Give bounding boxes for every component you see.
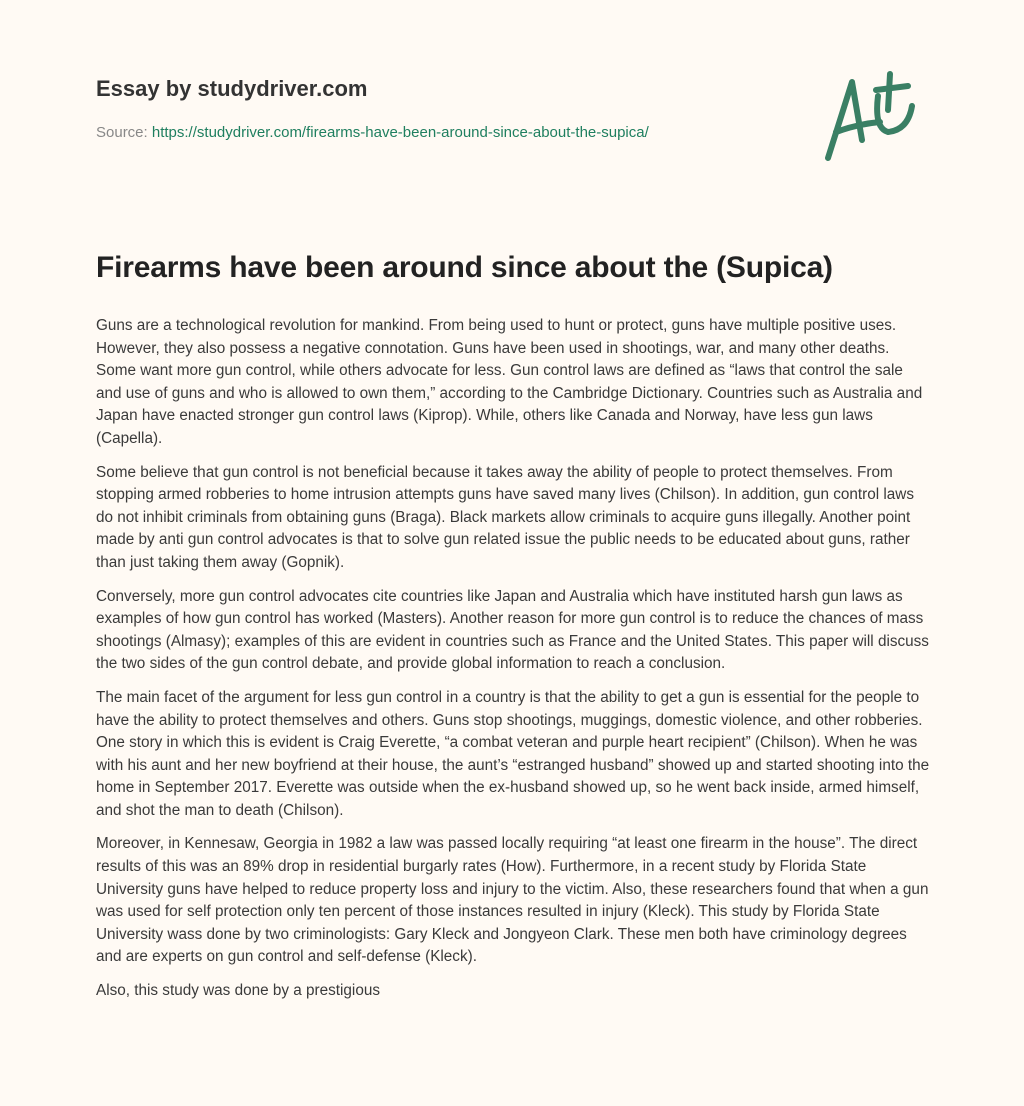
source-line — [96, 124, 649, 141]
essay-body — [96, 315, 930, 1014]
source-link[interactable]: https://studydriver.com/firearms-have-been-around-since-about-the-supica/ — [151, 124, 649, 141]
source-label: Source: — [96, 124, 148, 141]
paragraph: Guns are a technological revolution for mankind. From being used to hunt or protect, guns have multiple positive uses. However, they also possess a negative connotation. Guns have been used in shootings, war, and many other deaths. Some want more gun control, while others advocate for less. Gun control laws are defined as “laws that control the sale and use of guns and who is allowed to own them,” according to the Cambridge Dictionary. Countries such as Australia and Japan have enacted stronger gun control laws (Kiprop). While, others like Canada and Norway, have less gun laws (Capella). — [96, 317, 923, 447]
paragraph: The main facet of the argument for less gun control in a country is that the ability to get a gun is essential for the people to have the ability to protect themselves and others. Guns stop shootings, muggings, domestic violence, and other robberies. One story in which this is evident is Craig Everette, “a combat veteran and purple heart recipient” (Chilson). When he was with his aunt and her new boyfriend at their house, the aunt’s “estranged husband” showed up and started shooting into the home in September 2017. Everette was outside when the ex-husband showed up, so he went back inside, armed himself, and shot the man to death (Chilson). — [96, 688, 930, 819]
site-brand: Essay by studydriver.com — [96, 76, 368, 101]
essay-title: Firearms have been around since about the (Supica) — [96, 251, 833, 284]
paragraph: Some believe that gun control is not beneficial because it takes away the ability of people to protect themselves. From stopping armed robberies to home intrusion attempts guns have saved many lives (Chilson). In addition, gun control laws do not inhibit criminals from obtaining guns (Braga). Black markets allow criminals to acquire guns illegally. Another point made by anti gun control advocates is that to solve gun related issue the public needs to be educated about guns, rather than just taking them away (Gopnik). — [96, 463, 914, 571]
paragraph: Conversely, more gun control advocates cite countries like Japan and Australia which have instituted harsh gun laws as examples of how gun control has worked (Masters). Another reason for more gun control is to reduce the chances of mass shootings (Almasy); examples of this are evident in countries such as France and the United States. This paper will discuss the two sides of the gun control debate, and provide global information to reach a conclusion. — [96, 587, 929, 673]
a-plus-logo-icon — [818, 70, 928, 166]
paragraph: Also, this study was done by a prestigious — [96, 982, 380, 1000]
paragraph: Moreover, in Kennesaw, Georgia in 1982 a law was passed locally requiring “at least one firearm in the house”. The direct results of this was an 89% drop in residential burgarly rates (How). Furthermore, in a recent study by Florida State University guns have helped to reduce property loss and injury to the victim. Also, these researchers found that when a gun was used for self protection only ten percent of those instances resulted in injury (Kleck). This study by Florida State University wass done by two criminologists: Gary Kleck and Jongyeon Clark. These men both have criminology degrees and are experts on gun control and self-defense (Kleck). — [96, 835, 929, 966]
